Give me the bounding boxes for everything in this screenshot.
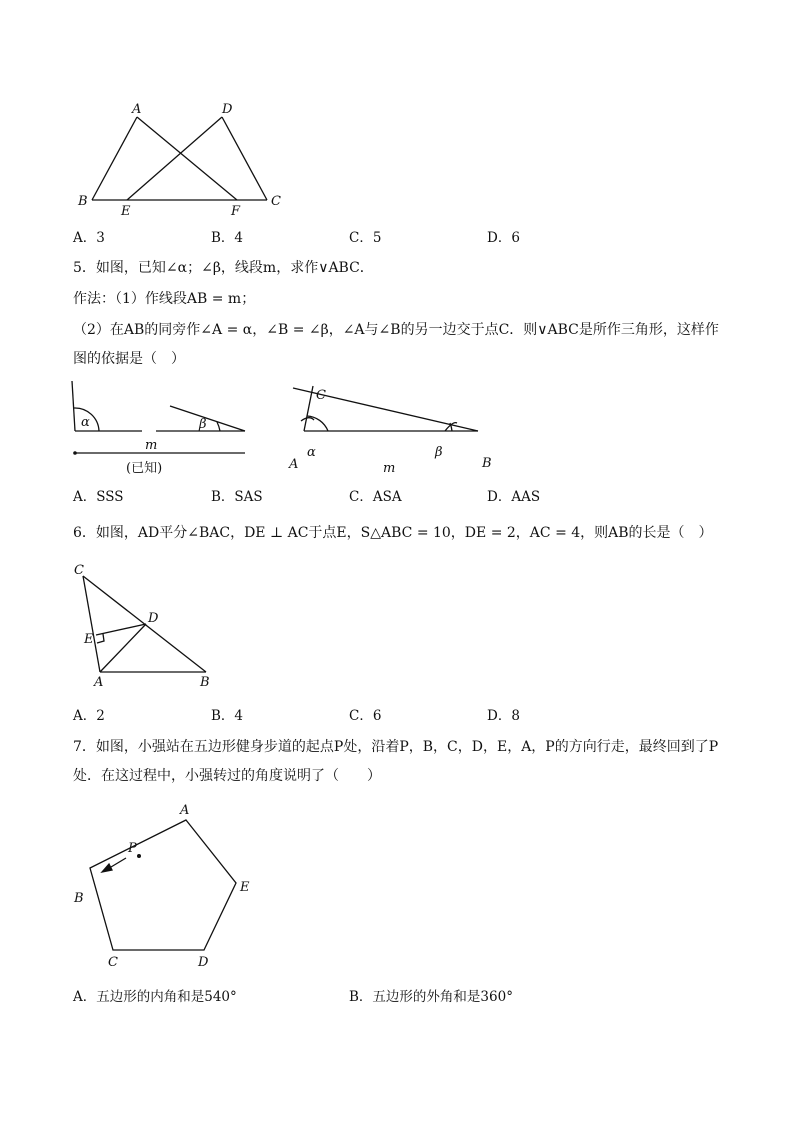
right-angle-mark [97,634,104,643]
point-p [137,854,141,858]
segment-af [137,117,237,200]
point-label-e: E [121,204,131,219]
q5-option-b: B．SAS [211,489,263,505]
point-label-a: A [94,675,104,690]
segment-ab [92,117,137,200]
point-label-a: A [180,803,190,818]
q5-known-figure [70,378,255,478]
q5-construction-figure [285,383,500,478]
segment-ca [83,576,100,672]
point-label-f: F [231,204,241,219]
point-label-d: D [222,102,233,117]
segment-m-endpoint [73,451,77,455]
q4-figure [70,95,300,220]
point-label-e: E [84,632,94,647]
q5-method-step1: 作法：（1）作线段AB = m； [73,291,256,307]
q6-option-c: C．6 [349,708,382,724]
q5-option-d: D．AAS [487,489,541,505]
point-label-c: C [271,194,281,209]
point-label-b: B [482,456,492,471]
q5-stem: 5．如图，已知∠α；∠β，线段m，求作∨ABC． [73,260,374,276]
segment-dc [222,117,267,200]
point-label-c: C [316,388,326,403]
q6-figure [70,560,220,690]
alpha-label: α [81,415,90,430]
segment-de [96,624,146,635]
q6-option-a: A．2 [73,708,105,724]
q7-option-a: A．五边形的内角和是540° [73,989,237,1005]
beta-label: β [435,445,443,460]
q5-method-step2-cont: 图的依据是（ ） [73,351,185,367]
q7-option-b: B．五边形的外角和是360° [349,989,513,1005]
point-label-p: P [128,841,137,856]
known-label: (已知) [126,461,163,476]
point-label-b: B [200,675,210,690]
m-label: m [145,438,158,453]
m-label: m [383,461,396,476]
point-label-a: A [289,457,299,472]
q4-option-d: D．6 [487,230,520,246]
point-label-c: C [108,955,118,970]
construction-arc-a [301,418,314,421]
q4-option-a: A．3 [73,230,105,246]
point-label-b: B [74,891,84,906]
beta-arc [217,422,220,431]
q5-option-a: A．SSS [73,489,124,505]
point-label-d: D [198,955,209,970]
direction-arrow-head [102,864,112,872]
q5-option-c: C．ASA [349,489,402,505]
q6-option-d: D．8 [487,708,520,724]
point-label-e: E [240,880,250,895]
point-label-a: A [132,102,142,117]
point-label-c: C [74,563,84,578]
beta-ray-side [170,406,245,431]
point-label-d: D [148,611,159,626]
q5-method-step2: （2）在AB的同旁作∠A = α，∠B = ∠β，∠A与∠B的另一边交于点C．则∨ABC是所作三角形，这样作 [73,322,719,338]
q7-stem-line2: 处．在这过程中，小强转过的角度说明了（ ） [73,768,381,784]
point-label-b: B [78,194,88,209]
q7-stem-line1: 7．如图，小强站在五边形健身步道的起点P处，沿着P，B，C，D，E，A，P的方向行走，最终回到了P [73,739,719,755]
q6-stem: 6．如图，AD平分∠BAC，DE ⊥ AC于点E，S△ABC = 10，DE = 2，AC = 4，则AB的长是（ ） [73,525,713,541]
segment-ad [100,624,146,672]
q4-option-c: C．5 [349,230,382,246]
q7-pentagon-figure [68,798,268,973]
beta-label: β [199,417,207,432]
q6-option-b: B．4 [211,708,244,724]
alpha-ray-side [72,381,75,431]
q4-option-b: B．4 [211,230,244,246]
alpha-label: α [307,445,316,460]
pentagon-abcde [90,820,236,950]
segment-de [127,117,222,200]
